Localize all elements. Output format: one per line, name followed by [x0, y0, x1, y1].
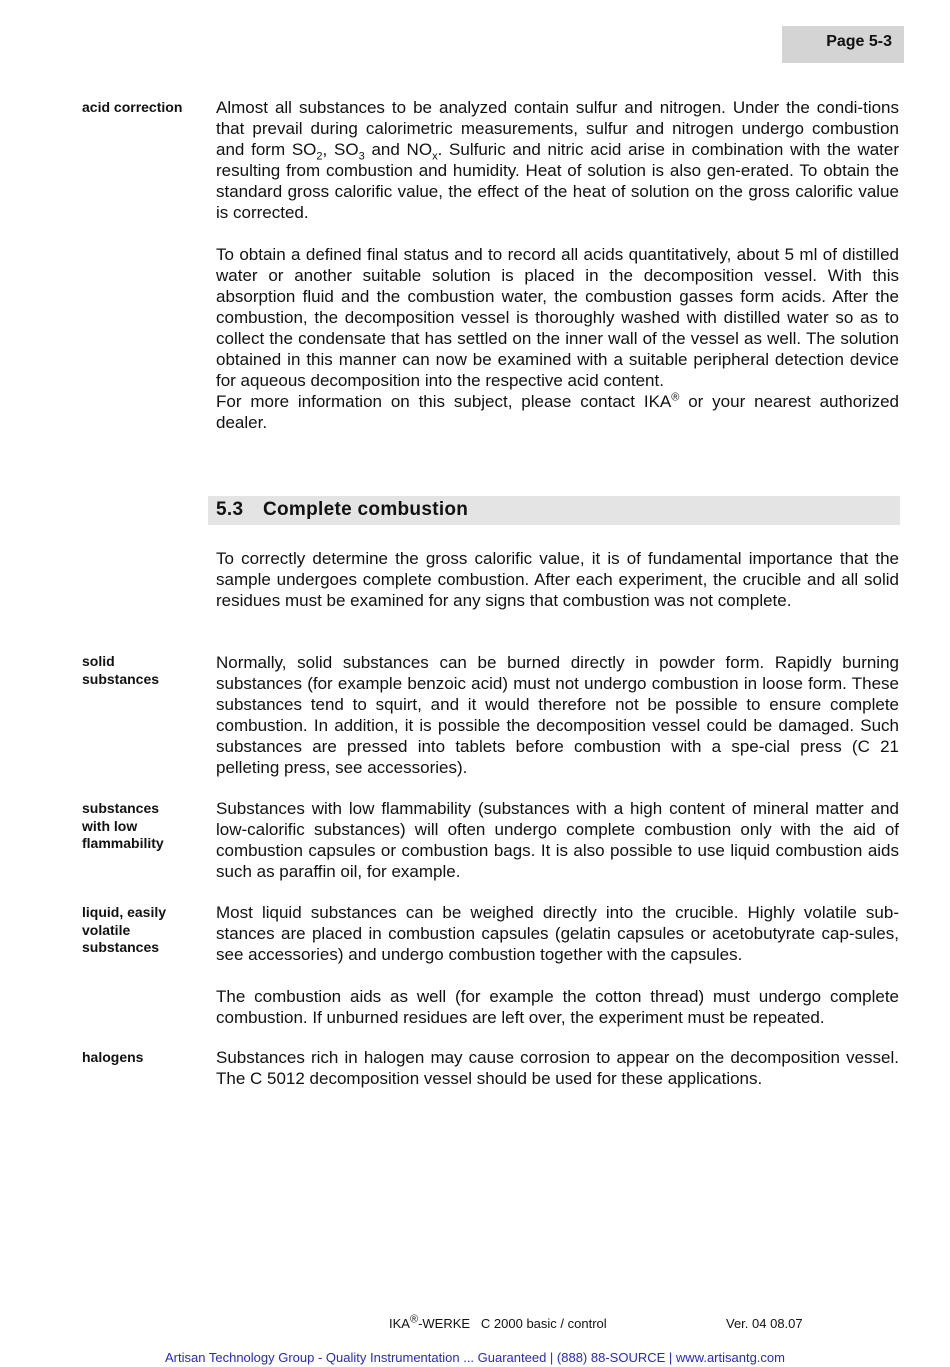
contact-text — [216, 391, 899, 433]
combustion-aids-paragraph — [216, 986, 899, 1028]
sidebar-label-halogens — [82, 1049, 200, 1067]
footer-version: Ver. 04 08.07 — [726, 1316, 803, 1331]
low-flammability-text: Substances with low flammability (substances with a high content of mineral matter and low-calorific substances) will often undergo complete combustion only with the aid of combustion capsules or combustion bags. It is also possible to use liquid combustion aids such as paraffin oil, for example. — [216, 799, 899, 881]
acid-correction-paragraph — [216, 97, 899, 223]
solid-substances-paragraph — [216, 652, 899, 778]
low-flammability-paragraph — [216, 798, 899, 882]
subscript: 2 — [316, 150, 323, 163]
footer-vendor-link[interactable]: Artisan Technology Group - Quality Instrumentation ... Guaranteed | (888) 88-SOURCE | www.artisantg.com — [165, 1350, 785, 1365]
sidebar-label-low-flammability — [82, 800, 200, 853]
liquid-substances-text: Most liquid substances can be weighed directly into the crucible. Highly volatile sub-stances are placed in combustion capsules (gelatin capsules or acetobutyrate cap-sules, see accessories) and undergo combustion together with the capsules. — [216, 903, 899, 964]
section-title: Complete combustion — [263, 499, 469, 520]
acid-quantitative-text: To obtain a defined final status and to record all acids quantitatively, about 5 ml of distilled water or another suitable solution is placed in the decomposition vessel. With this absorption fluid and the combustion water, the combustion gasses form acids. After the combustion, the decomposition vessel is thoroughly washed with distilled water so as to collect the condensate that has settled on the inner wall of the vessel as well. The solution obtained in this manner can now be examined with a suitable peripheral detection device for aqueous decomposition into the respective acid content. — [216, 245, 899, 390]
text-run: and NO — [364, 140, 433, 159]
liquid-substances-paragraph — [216, 902, 899, 965]
sidebar-label-acid-correction — [82, 99, 200, 117]
footer-product — [389, 1313, 607, 1331]
sidebar-label-solid-substances — [82, 653, 200, 688]
registered-mark: ® — [671, 391, 680, 404]
intro-text: To correctly determine the gross calorific value, it is of fundamental importance that the sample undergoes complete combustion. After each experiment, the crucible and all solid residues must be examined for any signs that combustion was not complete. — [216, 549, 899, 610]
section-heading — [208, 496, 900, 525]
sidebar-label-line: acid correction — [82, 99, 183, 115]
acid-quantitative-paragraph — [216, 244, 899, 433]
text-run: For more information on this subject, please contact IKA — [216, 392, 672, 411]
halogens-paragraph — [216, 1047, 899, 1089]
solid-substances-text: Normally, solid substances can be burned directly in powder form. Rapidly burning substances (for example benzoic acid) must not undergo combustion in loose form. These substances tend to squirt, and it would therefore not be possible to ensure complete combustion. In addition, it is possible the decomposition vessel could be damaged. Such substances are pressed into tablets before combustion with a spe-cial press (C 21 pelleting press, see accessories). — [216, 653, 899, 777]
sidebar-label-line: liquid, easily — [82, 904, 167, 920]
sidebar-label-line: substances — [82, 670, 160, 687]
sidebar-label-line: substances — [82, 800, 160, 816]
combustion-aids-text: The combustion aids as well (for example the cotton thread) must undergo complete combustion. If unburned residues are left over, the experiment must be repeated. — [216, 987, 899, 1027]
sidebar-label-line: solid — [82, 653, 115, 669]
sidebar-label-line: with low — [82, 817, 138, 834]
intro-paragraph — [216, 548, 899, 611]
subscript: 3 — [358, 150, 365, 163]
sidebar-label-line: flammability — [82, 835, 164, 851]
footer-brand: IKA — [389, 1316, 410, 1331]
text-run: . Sulfuric and nitric acid arise in combination with the water resulting from combustion and humidity. Heat of solution is also gen-erated. To obtain the standard gross calorific value, the effect of the heat of solution on the gross calorific value is corrected. — [216, 140, 900, 222]
sidebar-label-line: substances — [82, 939, 160, 955]
acid-correction-text — [216, 97, 899, 223]
footer-product-text: -WERKE C 2000 basic / control — [418, 1316, 607, 1331]
page-number-badge: Page 5-3 — [782, 26, 904, 63]
sidebar-label-line: halogens — [82, 1049, 144, 1065]
text-run: or your nearest authorized dealer. — [216, 392, 899, 432]
text-run: Almost all substances to be analyzed contain sulfur and nitrogen. Under the condi-tions that prevail during calorimetric measurements, sulfur and nitrogen undergo combustion and form SO — [216, 98, 899, 159]
subscript: x — [432, 150, 438, 163]
sidebar-label-liquid-substances — [82, 904, 200, 957]
halogens-text: Substances rich in halogen may cause corrosion to appear on the decomposition vessel. The C 5012 decomposition vessel should be used for these applications. — [216, 1048, 899, 1088]
section-number: 5.3 — [216, 499, 244, 520]
sidebar-label-line: volatile — [82, 921, 131, 938]
text-run: , SO — [322, 140, 359, 159]
registered-mark: ® — [409, 1313, 419, 1326]
